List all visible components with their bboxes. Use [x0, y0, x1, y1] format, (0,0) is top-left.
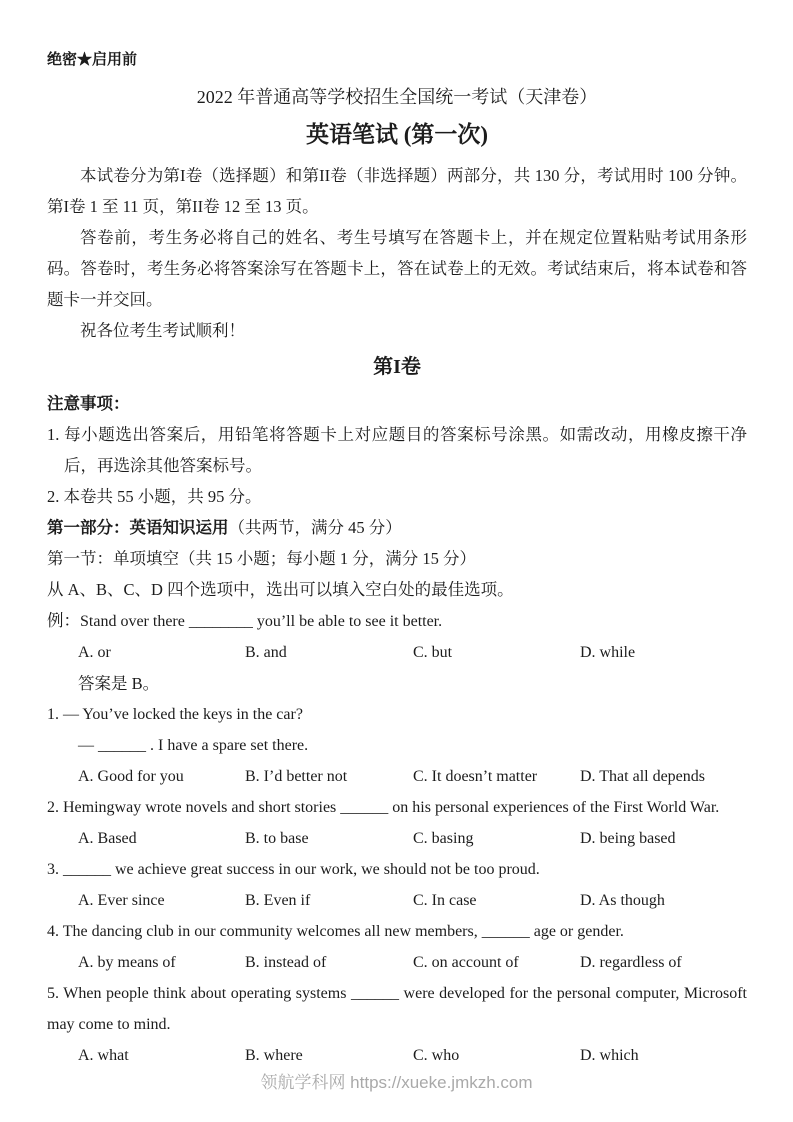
paper-title: 英语笔试 (第一次)	[305, 122, 489, 147]
question-4-number: 4.	[47, 923, 59, 940]
question-2-option-b: B. to base	[245, 830, 309, 847]
example-line	[47, 605, 747, 637]
example-option-a: A. or	[78, 644, 111, 661]
exam-title: 2022 年普通高等学校招生全国统一考试（天津卷）	[196, 87, 598, 107]
question-5-option-a: A. what	[78, 1047, 129, 1064]
section-1-line: 第一节：单项填空（共 15 小题；每小题 1 分，满分 15 分）	[47, 549, 476, 568]
question-2	[47, 792, 747, 854]
question-2-line-1	[47, 792, 747, 823]
question-4-options	[78, 947, 747, 978]
question-4-line-1	[47, 916, 747, 947]
question-4-text: The dancing club in our community welcomes all new members, ______ age or gender.	[62, 923, 624, 940]
question-5	[47, 978, 747, 1071]
question-4-option-a: A. by means of	[78, 954, 176, 971]
part-1-heading-rest: （共两节，满分 45 分）	[228, 518, 402, 537]
classified-banner: 绝密★启用前	[47, 52, 138, 68]
part-1-heading	[47, 512, 747, 543]
question-3	[47, 854, 747, 916]
question-1-option-b: B. I’d better not	[245, 768, 348, 785]
notice-heading: 注意事项：	[47, 394, 130, 413]
question-3-options	[78, 885, 747, 916]
question-2-text: Hemingway wrote novels and short stories ______ on his personal experiences of the First World War.	[63, 799, 720, 816]
volume-1-heading: 第I卷	[373, 356, 421, 378]
question-4-option-d: D. regardless of	[580, 954, 682, 971]
part-1-heading-bold: 第一部分：英语知识运用	[47, 518, 229, 537]
question-2-option-a: A. Based	[78, 830, 137, 847]
notice-item-2: 2. 本卷共 55 小题，共 95 分。	[47, 487, 262, 506]
example-options	[78, 637, 747, 668]
question-1-option-d: D. That all depends	[580, 768, 706, 785]
question-2-number: 2.	[47, 799, 59, 816]
question-2-options	[78, 823, 747, 854]
question-4	[47, 916, 747, 978]
question-1-options	[78, 761, 747, 792]
question-4-option-b: B. instead of	[245, 954, 327, 971]
question-3-text: ______ we achieve great success in our work, we should not be too proud.	[63, 861, 540, 878]
question-5-option-b: B. where	[245, 1047, 303, 1064]
question-3-number: 3.	[47, 861, 59, 878]
question-1-text: — You’ve locked the keys in the car?	[63, 706, 303, 723]
intro-paragraph-2: 答卷前，考生务必将自己的姓名、考生号填写在答题卡上，并在规定位置粘贴考试用条形码。答卷时，考生务必将答案涂写在答题卡上，答在试卷上的无效。考试结束后，将本试卷和答题卡一并交回。	[47, 228, 747, 309]
question-2-option-c: C. basing	[413, 830, 474, 847]
question-3-line-1	[47, 854, 747, 885]
question-1	[47, 699, 747, 792]
intro-wish: 祝各位考生考试顺利！	[80, 321, 245, 340]
site-watermark: 领航学科网 https://xueke.jmkzh.com	[260, 1073, 533, 1092]
question-3-option-c: C. In case	[413, 892, 477, 909]
question-3-option-a: A. Ever since	[78, 892, 165, 909]
section-1-instruction: 从 A、B、C、D 四个选项中，选出可以填入空白处的最佳选项。	[47, 580, 514, 599]
question-1-option-a: A. Good for you	[78, 768, 184, 785]
intro-paragraph-1: 本试卷分为第I卷（选择题）和第II卷（非选择题）两部分，共 130 分，考试用时 100 分钟。第I卷 1 至 11 页，第II卷 12 至 13 页。	[47, 166, 747, 216]
question-3-option-d: D. As though	[580, 892, 665, 909]
question-2-option-d: D. being based	[580, 830, 676, 847]
question-1-line-1	[47, 699, 747, 730]
example-option-b: B. and	[245, 644, 287, 661]
example-text: Stand over there ________ you’ll be able to see it better.	[80, 613, 443, 630]
question-5-line-1	[47, 978, 747, 1040]
question-4-option-c: C. on account of	[413, 954, 519, 971]
example-option-d: D. while	[580, 644, 636, 661]
question-5-text: When people think about operating systems ______ were developed for the personal computer, Microsoft may come to mind.	[47, 985, 747, 1033]
question-1-number: 1.	[47, 706, 59, 723]
example-answer: 答案是 B。	[78, 674, 160, 693]
question-3-option-b: B. Even if	[245, 892, 311, 909]
question-5-option-c: C. who	[413, 1047, 460, 1064]
question-1-line-2: — ______ . I have a spare set there.	[78, 737, 309, 754]
question-5-number: 5.	[47, 985, 59, 1002]
question-5-options	[78, 1040, 747, 1071]
notice-item-1: 1. 每小题选出答案后，用铅笔将答题卡上对应题目的答案标号涂黑。如需改动，用橡皮擦干净后，再选涂其他答案标号。	[47, 425, 747, 475]
example-option-c: C. but	[413, 644, 453, 661]
question-1-option-c: C. It doesn’t matter	[413, 768, 538, 785]
question-5-option-d: D. which	[580, 1047, 639, 1064]
example-prefix: 例：	[47, 611, 80, 630]
